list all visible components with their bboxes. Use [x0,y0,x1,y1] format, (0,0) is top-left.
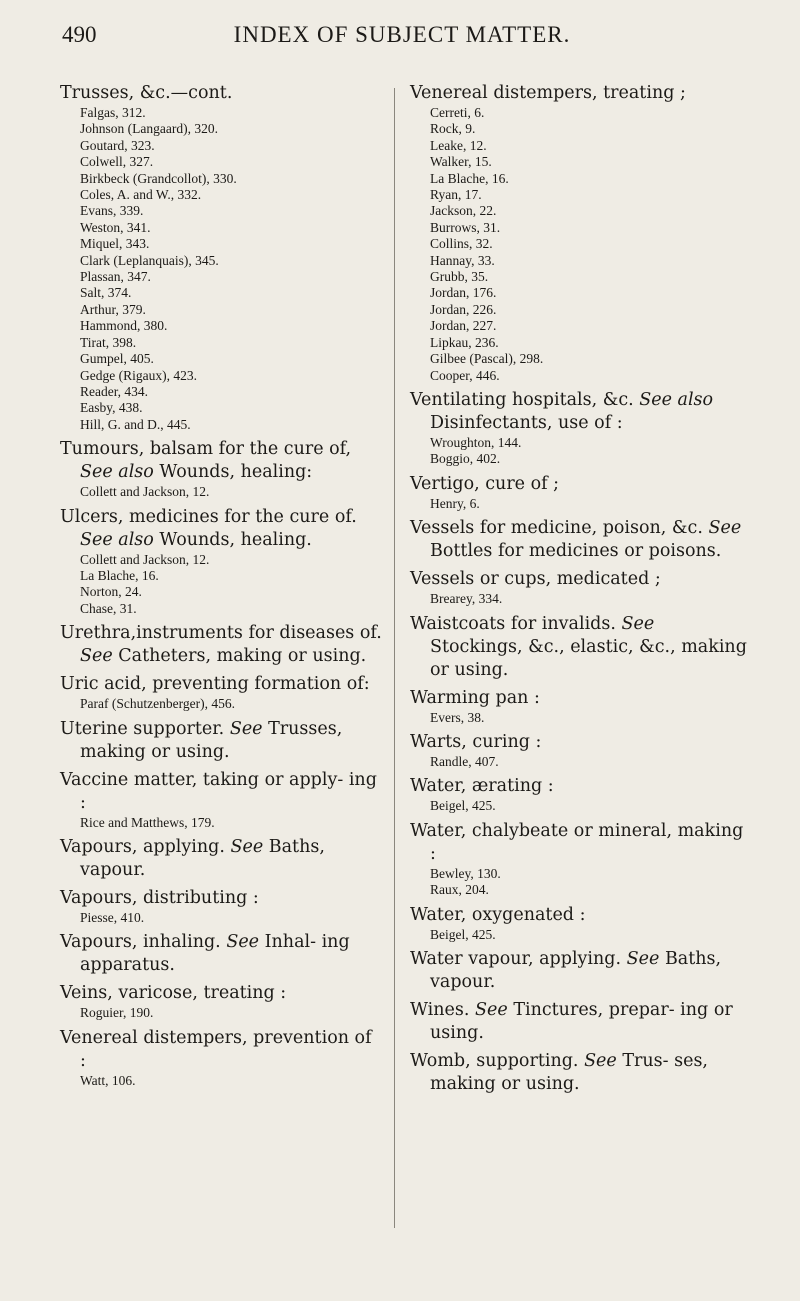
ref-line: Collins, 32. [430,236,493,252]
ref-line: Hill, G. and D., 445. [80,416,191,432]
entry-refs [410,927,750,943]
ref-line: Evers, 38. [430,709,485,725]
index-entry-vapours-distributing [60,887,382,926]
ref-line: La Blache, 16. [80,567,159,583]
heading-text: Water vapour, applying. [410,948,622,969]
page-number: 490 [62,22,97,47]
index-entry-water-oxygenated [410,904,750,943]
see-label: See [626,948,660,969]
entry-heading [410,389,750,435]
entry-heading [60,438,382,484]
heading-text: Vapours, applying. [60,836,225,857]
ref-line: Weston, 341. [80,219,151,235]
entry-heading: Venereal distempers, prevention of : [60,1027,372,1071]
entry-heading: Trusses, &c.—cont. [60,83,233,103]
ref-line: Collett and Jackson, 12. [80,551,210,567]
entry-heading: Vapours, distributing : [60,887,259,908]
ref-line: Henry, 6. [430,495,480,511]
entry-heading [60,506,382,552]
entry-heading: Warming pan : [410,687,540,708]
see-also-label: See also [80,462,154,483]
entry-heading [410,948,750,994]
entry-heading: Warts, curing : [410,731,542,752]
ref-line: Chase, 31. [80,600,137,616]
ref-line: Tirat, 398. [80,334,137,350]
entry-refs [410,798,750,814]
ref-line: Clark (Leplanquais), 345. [80,252,219,268]
ref-line: Watt, 106. [80,1072,136,1088]
ref-line: Johnson (Langaard), 320. [80,121,218,137]
cross-reference: Disinfectants, use of : [430,412,623,433]
entry-refs [60,552,382,618]
entry-refs [60,484,382,500]
entry-refs [410,496,750,512]
right-column [410,82,750,1101]
see-label: See [229,718,263,739]
ref-line: Reader, 434. [80,383,149,399]
ref-line: Goutard, 323. [80,137,155,153]
ref-line: Rock, 9. [430,121,476,137]
ref-line: Norton, 24. [80,584,142,600]
entry-refs [60,696,382,712]
ref-line: Rice and Matthews, 179. [80,814,215,830]
index-entry-vapours-applying [60,836,382,882]
entry-heading [60,836,382,882]
column-divider [394,88,395,1228]
ref-line: Easby, 438. [80,400,143,416]
index-entry-water-aerating [410,775,750,814]
entry-refs [60,910,382,926]
ref-line: Birkbeck (Grandcollot), 330. [80,170,237,186]
index-entry-tumours [60,438,382,500]
entry-heading [410,613,750,682]
ref-line: Boggio, 402. [430,451,501,467]
entry-refs [410,866,750,899]
index-entry-trusses [60,82,382,433]
see-label: See [230,836,264,857]
cross-reference: Catheters, making or using. [118,646,367,667]
ref-line: Paraf (Schutzenberger), 456. [80,696,235,712]
cross-reference: Tinctures, prepar- ing or using. [430,999,733,1043]
ref-line: Arthur, 379. [80,301,146,317]
ref-line: Cooper, 446. [430,367,500,383]
index-entry-ulcers [60,506,382,618]
ref-line: Gumpel, 405. [80,351,154,367]
running-title: INDEX OF SUBJECT MATTER. [233,22,571,47]
see-also-label: See also [80,529,154,550]
index-entry-waistcoats [410,613,750,682]
index-entry-vaccine [60,769,382,831]
ref-line: Collett and Jackson, 12. [80,484,210,500]
heading-text: Ventilating hospitals, &c. [410,389,634,410]
index-entry-urethra [60,622,382,668]
heading-text: Vessels for medicine, poison, &c. [410,518,703,539]
entry-refs [60,105,382,433]
entry-heading [410,999,750,1045]
heading-text: Urethra,instruments for diseases of. [60,623,382,644]
ref-line: Lipkau, 236. [430,334,499,350]
see-label: See [226,932,260,953]
cross-reference: Wounds, healing: [159,462,313,483]
entry-heading [60,931,382,977]
page-header [62,22,742,52]
entry-heading [410,1050,750,1096]
entry-refs [60,815,382,831]
index-entry-veins [60,982,382,1021]
heading-text: Vapours, inhaling. [60,932,221,953]
index-entry-water-vapour [410,948,750,994]
ref-line: La Blache, 16. [430,170,509,186]
cross-reference: Baths, vapour. [430,948,722,992]
cross-reference: Bottles for medicines or poisons. [430,541,722,562]
ref-line: Bewley, 130. [430,865,501,881]
ref-line: Hammond, 380. [80,318,168,334]
ref-line: Gilbee (Pascal), 298. [430,351,544,367]
entry-refs [60,1005,382,1021]
ref-line: Salt, 374. [80,285,132,301]
cross-reference: Trus- ses, making or using. [430,1050,708,1094]
ref-line: Jordan, 176. [430,285,497,301]
cross-reference: Inhal- ing apparatus. [80,932,350,976]
ref-line: Burrows, 31. [430,219,501,235]
ref-line: Beigel, 425. [430,798,496,814]
index-entry-venereal-prevention [60,1027,382,1089]
entry-refs [410,754,750,770]
ref-line: Jordan, 226. [430,301,497,317]
index-entry-water-chalybeate [410,820,750,899]
index-entry-vertigo [410,473,750,512]
entry-heading: Vertigo, cure of ; [410,473,560,494]
ref-line: Jackson, 22. [430,203,497,219]
ref-line: Wroughton, 144. [430,434,522,450]
index-entry-warts [410,731,750,770]
entry-heading [60,622,382,668]
heading-text: Uterine supporter. [60,718,225,739]
ref-line: Roguier, 190. [80,1005,154,1021]
see-label: See [475,999,508,1020]
heading-text: Wines. [410,999,470,1020]
ref-line: Gedge (Rigaux), 423. [80,367,197,383]
ref-line: Raux, 204. [430,882,489,898]
index-entry-uric-acid [60,673,382,712]
ref-line: Colwell, 327. [80,154,154,170]
entry-refs [60,1073,382,1089]
see-label: See [621,613,655,634]
entry-heading: Veins, varicose, treating : [60,983,287,1004]
ref-line: Falgas, 312. [80,105,146,120]
entry-refs [410,105,750,384]
index-entry-womb [410,1050,750,1096]
index-entry-vessels-medicine [410,517,750,563]
index-entry-vapours-inhaling [60,931,382,977]
cross-reference: Wounds, healing. [159,529,312,550]
ref-line: Cerreti, 6. [430,105,485,120]
ref-line: Leake, 12. [430,137,487,153]
entry-heading [410,517,750,563]
ref-line: Jordan, 227. [430,318,497,334]
entry-heading: Vessels or cups, medicated ; [410,569,661,590]
entry-heading: Water, chalybeate or mineral, making : [410,820,744,864]
ref-line: Walker, 15. [430,154,492,170]
heading-text: Ulcers, medicines for the cure of. [60,506,357,527]
entry-heading: Water, oxygenated : [410,904,586,925]
ref-line: Evans, 339. [80,203,144,219]
entry-heading: Vaccine matter, taking or apply- ing : [60,769,377,813]
entry-heading: Venereal distempers, treating ; [410,83,686,103]
heading-text: Waistcoats for invalids. [410,613,616,634]
entry-refs [410,710,750,726]
left-column [60,82,382,1094]
index-entry-vessels-cups [410,568,750,607]
ref-line: Piesse, 410. [80,909,145,925]
see-label: See [80,646,113,667]
ref-line: Plassan, 347. [80,269,151,285]
see-also-label: See also [639,389,714,410]
cross-reference: Trusses, making or using. [80,718,343,762]
ref-line: Beigel, 425. [430,926,496,942]
ref-line: Brearey, 334. [430,591,503,607]
index-entry-venereal-treating [410,82,750,384]
heading-text: Tumours, balsam for the cure of, [60,439,352,460]
ref-line: Ryan, 17. [430,187,482,203]
see-label: See [584,1050,617,1071]
ref-line: Grubb, 35. [430,269,489,285]
ref-line: Coles, A. and W., 332. [80,187,202,203]
ref-line: Randle, 407. [430,753,499,769]
cross-reference: Stockings, &c., elastic, &c., making or using. [430,636,747,680]
heading-text: Womb, supporting. [410,1050,579,1071]
index-entry-ventilating [410,389,750,468]
index-entry-wines [410,999,750,1045]
entry-heading [60,718,382,764]
see-label: See [708,518,742,539]
entry-heading: Uric acid, preventing formation of: [60,674,370,695]
index-entry-warming-pan [410,687,750,726]
entry-refs [410,435,750,468]
index-entry-uterine [60,718,382,764]
ref-line: Hannay, 33. [430,252,495,268]
cross-reference: Baths, vapour. [80,836,325,880]
entry-refs [410,591,750,607]
ref-line: Miquel, 343. [80,236,150,252]
entry-heading: Water, ærating : [410,776,554,797]
